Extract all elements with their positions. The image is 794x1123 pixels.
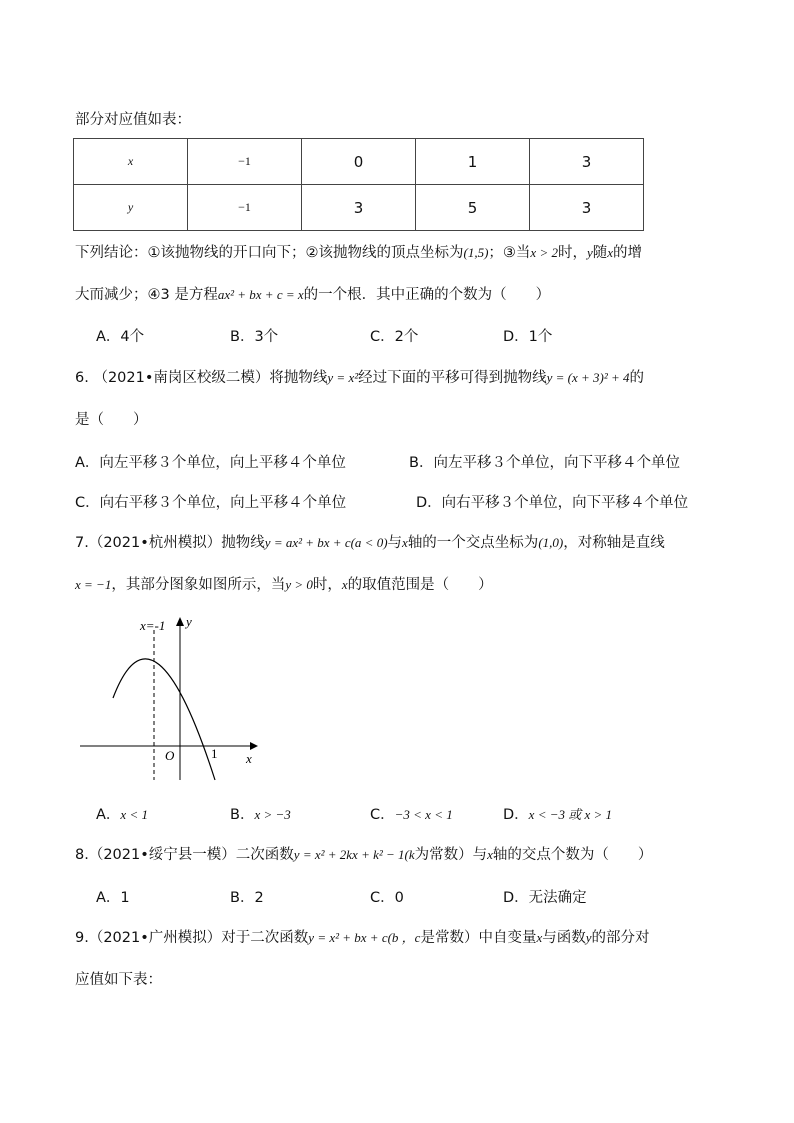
table-cell: 3 bbox=[530, 139, 644, 185]
q6-option-c: C．向右平移３个单位，向上平移４个单位 bbox=[75, 495, 347, 511]
table-cell: 3 bbox=[302, 185, 416, 231]
q6-option-d: D．向右平移３个单位，向下平移４个单位 bbox=[416, 495, 689, 511]
parabola-curve bbox=[113, 659, 215, 780]
q7-option-c: C．−3 < x < 1 bbox=[370, 807, 453, 823]
q6-line1: 6. （2021•南岗区校级二模）将抛物线y = x²经过下面的平移可得到抛物线y = (x + 3)² + 4的 bbox=[75, 370, 645, 386]
q6-option-a: A．向左平移３个单位，向上平移４个单位 bbox=[75, 455, 346, 471]
q8-option-a: A．1 bbox=[96, 890, 130, 906]
table-cell: y bbox=[74, 185, 188, 231]
q8-option-d: D．无法确定 bbox=[503, 890, 587, 906]
q7-line2: x = −1，其部分图象如图所示，当y > 0时，x的取值范围是（ ） bbox=[75, 577, 493, 593]
value-table bbox=[73, 138, 644, 231]
q7-option-d: D．x < −3 或 x > 1 bbox=[503, 807, 613, 823]
intro-text: 部分对应值如表： bbox=[75, 112, 191, 128]
x-axis-label: x bbox=[246, 751, 252, 766]
table-cell: 0 bbox=[302, 139, 416, 185]
table-cell: 3 bbox=[530, 185, 644, 231]
table-cell: −1 bbox=[188, 139, 302, 185]
q8-option-b: B．2 bbox=[230, 890, 264, 906]
q5-option-d: D．1个 bbox=[503, 329, 553, 345]
table-cell: 5 bbox=[416, 185, 530, 231]
q5-option-c: C．2个 bbox=[370, 329, 419, 345]
one-label: 1 bbox=[211, 746, 218, 761]
q5-line1: 下列结论：①该抛物线的开口向下；②该抛物线的顶点坐标为(1,5)；③当x > 2时，y随x的增 bbox=[75, 245, 643, 261]
q5-option-a: A．4个 bbox=[96, 329, 145, 345]
q5-line2: 大而减少；④3 是方程ax² + bx + c = x的一个根．其中正确的个数为（ ） bbox=[75, 287, 551, 303]
q6-option-b: B．向左平移３个单位，向下平移４个单位 bbox=[409, 455, 680, 471]
y-axis-label: y bbox=[186, 614, 192, 629]
y-axis-arrow bbox=[176, 617, 184, 626]
q6-line2: 是（ ） bbox=[75, 412, 148, 428]
q8-line1: 8.（2021•绥宁县一模）二次函数y = x² + 2kx + k² − 1(k为常数）与x轴的交点个数为（ ） bbox=[75, 847, 653, 863]
parabola-graph bbox=[0, 600, 300, 800]
table-cell: 1 bbox=[416, 139, 530, 185]
origin-label: O bbox=[165, 748, 175, 763]
x-axis-arrow bbox=[250, 742, 258, 750]
table-cell: −1 bbox=[188, 185, 302, 231]
table-row bbox=[74, 185, 644, 231]
table-cell: x bbox=[74, 139, 188, 185]
q7-line1: 7.（2021•杭州模拟）抛物线y = ax² + bx + c(a < 0)与x轴的一个交点坐标为(1,0)，对称轴是直线 bbox=[75, 535, 665, 551]
q9-line1: 9.（2021•广州模拟）对于二次函数y = x² + bx + c(b ，c是常数）中自变量x与函数y的部分对 bbox=[75, 930, 650, 946]
q7-option-b: B．x > −3 bbox=[230, 807, 291, 823]
q8-option-c: C．0 bbox=[370, 890, 404, 906]
symmetry-axis-label: x=-1 bbox=[140, 618, 166, 633]
q7-option-a: A．x < 1 bbox=[96, 807, 148, 823]
table-row bbox=[74, 139, 644, 185]
q5-option-b: B．3个 bbox=[230, 329, 279, 345]
q9-line2: 应值如下表： bbox=[75, 972, 162, 988]
